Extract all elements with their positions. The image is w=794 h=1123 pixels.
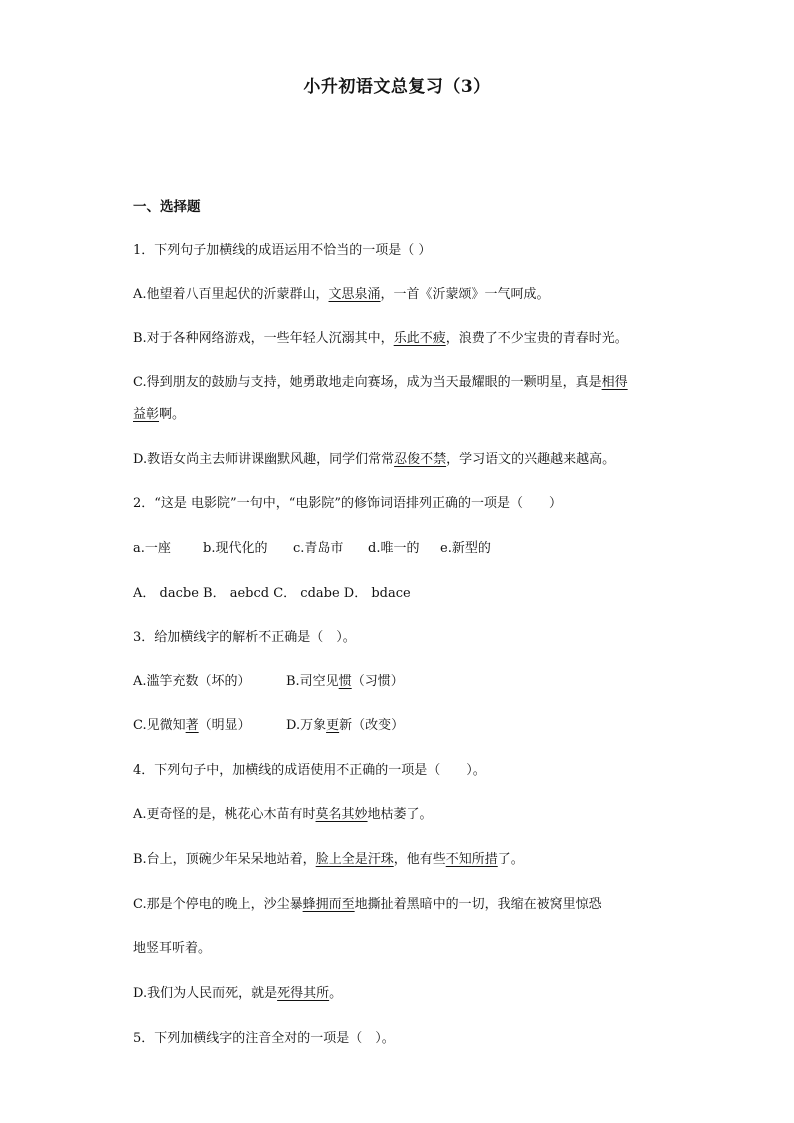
option-text: 了。 xyxy=(497,852,524,867)
option-text: A.更奇怪的是，桃花心木苗有时 xyxy=(133,807,316,822)
underlined-idiom: 忍俊不禁 xyxy=(394,452,447,467)
underlined-idiom: 死得其所 xyxy=(277,986,330,1001)
option-text: 地枯萎了。 xyxy=(367,807,433,822)
question-2-items xyxy=(133,540,693,558)
option-text: ，学习语文的兴趣越来越高。 xyxy=(446,452,616,467)
option-text: D.万象 xyxy=(286,718,327,733)
question-1-stem: 1．下列句子加横线的成语运用不恰当的一项是（ ） xyxy=(133,243,432,258)
question-2-stem: 2．“这是 电影院”一句中，“电影院”的修饰词语排列正确的一项是（ ） xyxy=(133,496,562,511)
item-b: b.现代化的 xyxy=(203,541,268,556)
question-3-stem: 3．给加横线字的解析不正确是（ ）。 xyxy=(133,630,356,645)
page-title: 小升初语文总复习（3） xyxy=(303,77,491,97)
question-4-stem: 4．下列句子中，加横线的成语使用不正确的一项是（ ）。 xyxy=(133,763,486,778)
item-c: c.青岛市 xyxy=(293,541,344,556)
option-text: C.那是个停电的晚上，沙尘暴 xyxy=(133,897,303,912)
option-text: 地撕扯着黑暗中的一切，我缩在被窝里惊恐 xyxy=(354,897,602,912)
section-heading: 一、选择题 xyxy=(133,199,201,215)
option-text: D.我们为人民而死，就是 xyxy=(133,986,278,1001)
option-text: （习惯） xyxy=(351,674,404,689)
option-text: A.他望着八百里起伏的沂蒙群山， xyxy=(133,287,329,302)
option-text: 啊。 xyxy=(159,407,186,422)
option-text: 。 xyxy=(329,986,343,1001)
option-text: 新（改变） xyxy=(339,718,405,733)
item-a: a.一座 xyxy=(133,541,171,556)
underlined-idiom: 乐此不疲 xyxy=(393,331,446,346)
question-1-option-a xyxy=(133,286,693,304)
question-1-option-d xyxy=(133,451,693,469)
underlined-idiom: 莫名其妙 xyxy=(315,807,368,822)
question-3-option-a xyxy=(133,673,286,691)
underlined-idiom: 相得 xyxy=(601,375,628,390)
underlined-idiom: 文思泉涌 xyxy=(328,287,381,302)
option-text: B.司空见 xyxy=(286,674,339,689)
question-3-options-ab xyxy=(133,673,693,691)
question-2-answers: A． dacbe B． aebcd C． cdabe D． bdace xyxy=(133,586,411,601)
question-3-option-d xyxy=(286,717,404,735)
question-1-option-c-line2 xyxy=(133,406,693,424)
underlined-phrase: 脸上全是汗珠 xyxy=(315,852,394,867)
underlined-char: 著 xyxy=(185,718,199,733)
item-d: d.唯一的 xyxy=(368,541,420,556)
question-3-option-b xyxy=(286,673,404,691)
question-4-option-c-line2: 地竖耳听着。 xyxy=(133,941,212,956)
option-text: （明显） xyxy=(198,718,251,733)
question-4-option-a xyxy=(133,806,693,824)
question-4-option-d xyxy=(133,985,693,1003)
question-5-stem: 5．下列加横线字的注音全对的一项是（ ）。 xyxy=(133,1031,395,1046)
question-1-option-b xyxy=(133,330,693,348)
underlined-char: 更 xyxy=(326,718,340,733)
item-e: e.新型的 xyxy=(440,541,491,556)
option-text: ，一首《沂蒙颂》一气呵成。 xyxy=(380,287,550,302)
underlined-idiom: 蜂拥而至 xyxy=(302,897,355,912)
question-3-option-c xyxy=(133,717,286,735)
option-text: ，浪费了不少宝贵的青春时光。 xyxy=(445,331,628,346)
underlined-char: 惯 xyxy=(338,674,352,689)
underlined-idiom: 不知所措 xyxy=(445,852,498,867)
underlined-idiom: 益彰 xyxy=(133,407,160,422)
question-1-option-c-line1 xyxy=(133,374,693,392)
option-text: D.教语女尚主去师讲课幽默风趣，同学们常常 xyxy=(133,452,395,467)
option-text: A.滥竽充数（坏的） xyxy=(133,674,251,689)
question-3-options-cd xyxy=(133,717,693,735)
question-4-option-c-line1 xyxy=(133,896,693,914)
option-text: C.见微知 xyxy=(133,718,186,733)
option-text: C.得到朋友的鼓励与支持，她勇敢地走向赛场，成为当天最耀眼的一颗明星，真是 xyxy=(133,375,602,390)
option-text: ，他有些 xyxy=(393,852,446,867)
option-text: B.台上，顶碗少年呆呆地站着， xyxy=(133,852,316,867)
option-text: B.对于各种网络游戏，一些年轻人沉溺其中， xyxy=(133,331,394,346)
question-4-option-b xyxy=(133,851,693,869)
